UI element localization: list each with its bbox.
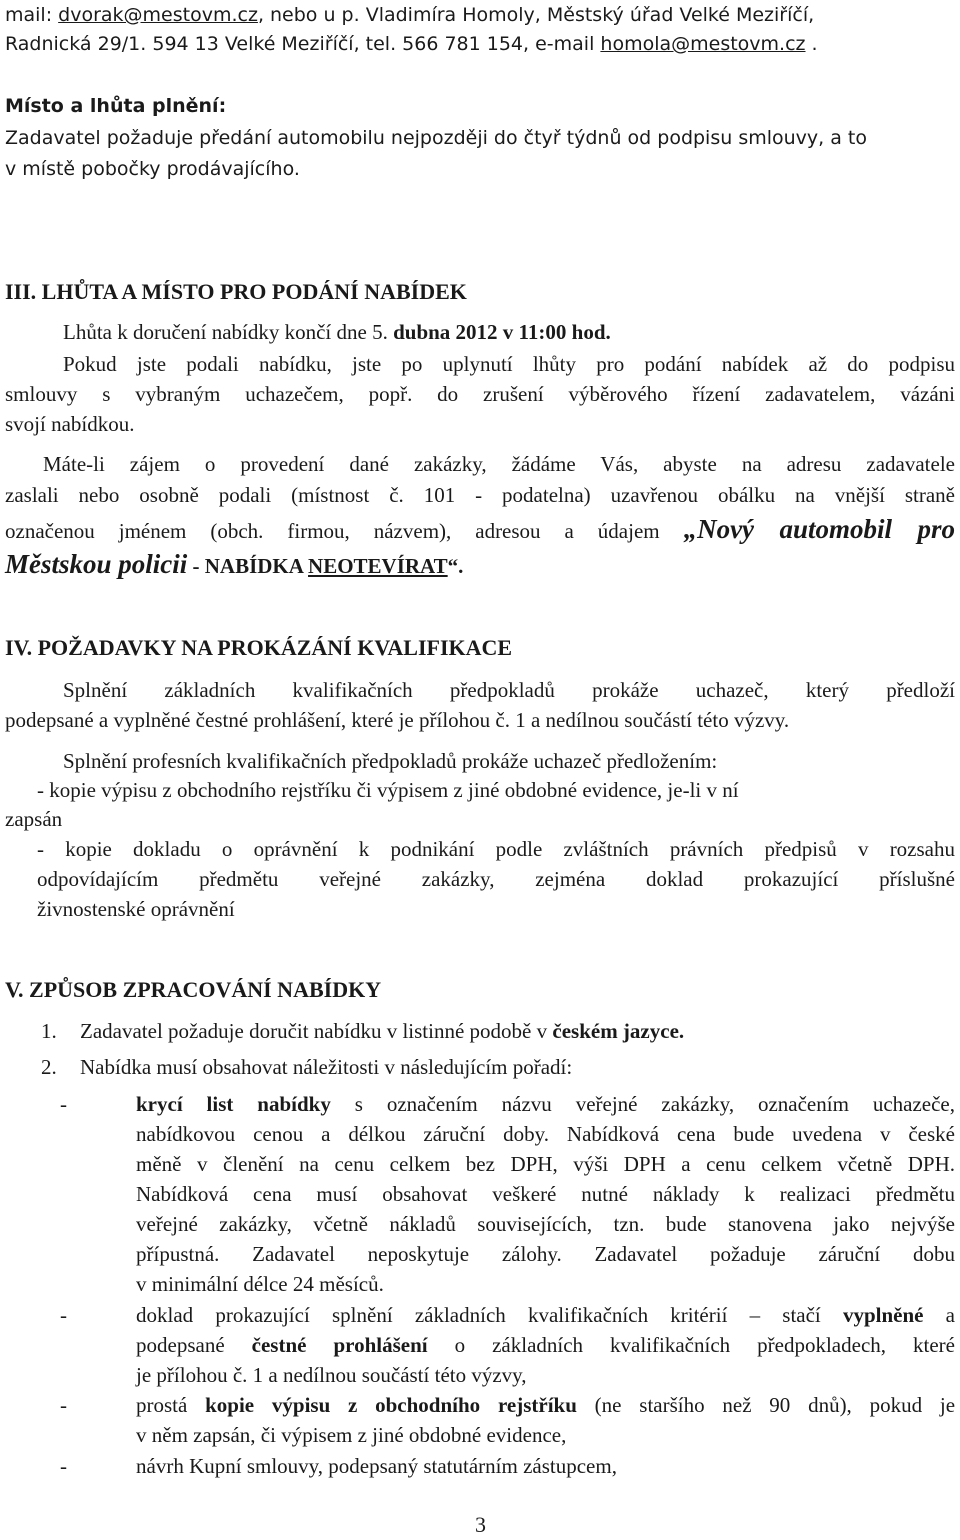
paragraph-line <box>5 549 463 581</box>
paragraph-line: - kopie dokladu o oprávnění k podnikání podle zvláštních právních předpisů v rozsahu <box>37 837 955 861</box>
dash-bullet: - <box>60 1092 67 1116</box>
subitem-line: přípustná. Zadavatel neposkytuje zálohy. Zadavatel požaduje záruční dobu <box>136 1242 955 1266</box>
subitem-line <box>136 1330 955 1360</box>
contact-line-2 <box>5 29 818 59</box>
subitem-text: a <box>923 1303 955 1327</box>
paragraph-line: Pokud jste podali nabídku, jste po uplynutí lhůty pro podání nabídek až do podpisu <box>63 352 955 376</box>
section-5-heading: V. ZPŮSOB ZPRACOVÁNÍ NABÍDKY <box>5 977 382 1002</box>
subitem-line: Nabídková cena musí obsahovat veškeré nutné náklady k realizaci předmětu <box>136 1182 955 1206</box>
paragraph-line: odpovídajícím předmětu veřejné zakázky, zejména doklad prokazující příslušné <box>37 867 955 891</box>
paragraph-line: - kopie výpisu z obchodního rejstříku či výpisem z jiné obdobné evidence, je-li v ní <box>37 778 739 802</box>
subitem-line: měně v členění na cenu celkem bez DPH, výši DPH a cenu celkem včetně DPH. <box>136 1152 955 1176</box>
paragraph-line <box>5 514 955 546</box>
subitem-line: v něm zapsán, či výpisem z jiné obdobné evidence, <box>136 1423 567 1447</box>
paragraph-line: podepsané a vyplněné čestné prohlášení, které je přílohou č. 1 a nedílnou součástí této výzvy. <box>5 708 790 732</box>
list-number: 2. <box>41 1055 57 1079</box>
list-text-part: Zadavatel požaduje doručit nabídku v listinné podobě v <box>80 1019 553 1043</box>
register-extract-emphasis: kopie výpisu z obchodního rejstříku <box>205 1393 577 1417</box>
contact-text: mail: <box>5 4 59 26</box>
paragraph-line: Splnění základních kvalifikačních předpokladů prokáže uchazeč, který předloží <box>63 678 955 702</box>
subitem-line: je přílohou č. 1 a nedílnou součástí této výzvy, <box>136 1363 527 1387</box>
czech-language-emphasis: českém jazyce. <box>552 1019 685 1043</box>
cover-sheet-emphasis: krycí list nabídky <box>136 1092 331 1116</box>
email-link-dvorak[interactable]: dvorak@mestovm.cz <box>58 4 258 26</box>
paragraph-line: zaslali nebo osobně podali (místnost č. 101 - podatelna) uzavřenou obálku na vnější straně <box>5 483 955 507</box>
paragraph-line: smlouvy s vybraným uchazečem, popř. do zrušení výběrového řízení zadavatelem, vázáni <box>5 382 955 406</box>
contact-line-1 <box>5 0 814 30</box>
deadline-line <box>63 317 611 347</box>
list-text <box>80 1016 684 1046</box>
dash-bullet: - <box>60 1303 67 1327</box>
place-text-line: v místě pobočky prodávajícího. <box>5 158 300 180</box>
bid-label: “. <box>447 554 464 578</box>
subitem-text: (ne staršího než 90 dnů), pokud je <box>576 1393 956 1417</box>
list-number: 1. <box>41 1019 57 1043</box>
paragraph-line: Splnění profesních kvalifikačních předpokladů prokáže uchazeč předložením: <box>63 749 718 773</box>
email-link-homola[interactable]: homola@mestovm.cz <box>600 33 806 55</box>
bid-title-emphasis: Městskou policii <box>5 549 188 579</box>
section-3-heading: III. LHŮTA A MÍSTO PRO PODÁNÍ NABÍDEK <box>5 279 467 304</box>
bid-title-emphasis: „Nový automobil pro <box>683 514 955 544</box>
page-number: 3 <box>475 1512 486 1537</box>
subitem-line: návrh Kupní smlouvy, podepsaný statutárním zástupcem, <box>136 1454 617 1478</box>
declaration-emphasis: čestné prohlášení <box>251 1333 428 1357</box>
dash-bullet: - <box>60 1454 67 1478</box>
paragraph-line: Máte-li zájem o provedení dané zakázky, žádáme Vás, abyste na adresu zadavatele <box>43 452 955 476</box>
subitem-text: doklad prokazující splnění základních kvalifikačních kritérií – stačí <box>136 1303 843 1327</box>
filled-emphasis: vyplněné <box>842 1303 924 1327</box>
place-heading: Místo a lhůta plnění: <box>5 95 227 117</box>
subitem-text: o základních kvalifikačních předpokladech, které <box>427 1333 955 1357</box>
paragraph-line: zapsán <box>5 807 63 831</box>
section-4-heading: IV. POŽADAVKY NA PROKÁZÁNÍ KVALIFIKACE <box>5 635 513 660</box>
paragraph-line: svojí nabídkou. <box>5 412 135 436</box>
paragraph-text: označenou jménem (obch. firmou, názvem), adresou a údajem <box>5 519 684 543</box>
deadline-date: dubna 2012 v 11:00 hod. <box>393 320 611 344</box>
subitem-line: veřejné zakázky, včetně nákladů souvisejících, tzn. bude stanovena jako nejvýše <box>136 1212 955 1236</box>
bid-label: - NABÍDKA <box>187 554 309 578</box>
contact-text: Radnická 29/1. 594 13 Velké Meziříčí, tel. 566 781 154, e-mail <box>5 33 601 55</box>
subitem-text: prostá <box>136 1393 206 1417</box>
subitem-line <box>136 1390 955 1420</box>
subitem-text: s označením názvu veřejné zakázky, označením uchazeče, <box>330 1092 955 1116</box>
subitem-line: v minimální délce 24 měsíců. <box>136 1272 384 1296</box>
subitem-line <box>136 1089 955 1119</box>
paragraph-line: živnostenské oprávnění <box>37 897 235 921</box>
subitem-text: podepsané <box>136 1333 252 1357</box>
do-not-open-label: NEOTEVÍRAT <box>308 554 448 578</box>
subitem-line <box>136 1300 955 1330</box>
dash-bullet: - <box>60 1393 67 1417</box>
contact-text: , nebo u p. Vladimíra Homoly, Městský úřad Velké Meziříčí, <box>257 4 815 26</box>
deadline-text: Lhůta k doručení nabídky končí dne 5. <box>63 320 394 344</box>
contact-text: . <box>805 33 818 55</box>
place-text-line: Zadavatel požaduje předání automobilu nejpozději do čtyř týdnů od podpisu smlouvy, a to <box>5 127 867 149</box>
list-text: Nabídka musí obsahovat náležitosti v následujícím pořadí: <box>80 1055 573 1079</box>
subitem-line: nabídkovou cenou a délkou záruční doby. Nabídková cena bude uvedena v české <box>136 1122 955 1146</box>
